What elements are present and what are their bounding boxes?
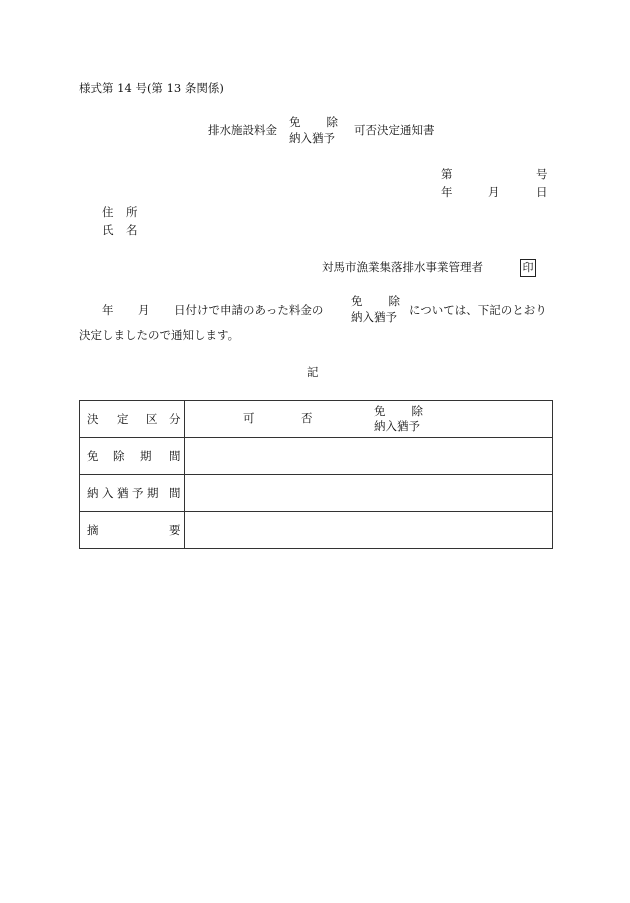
label-remarks: 摘 要: [80, 512, 185, 549]
title-option-exemption-a: 免: [289, 115, 301, 129]
body-options: [351, 296, 400, 323]
body-year: 年: [102, 303, 114, 317]
number-dai: 第: [441, 167, 453, 181]
address-label-a: 住: [102, 205, 114, 219]
decision-option-exemption-a: 免: [374, 404, 386, 418]
name-label-b: 名: [126, 223, 138, 237]
date-year: 年: [441, 185, 453, 199]
deferral-period-value[interactable]: [185, 475, 553, 512]
number-go: 号: [536, 167, 548, 181]
decision-hi: 否: [301, 411, 313, 425]
decision-value-cell: [185, 401, 553, 438]
title-options: [289, 117, 338, 144]
body-line-2: 決定しましたので通知します。: [79, 328, 240, 342]
label-exemption-period: 免 除 期 間: [80, 438, 185, 475]
address-label-b: 所: [126, 205, 138, 219]
body-text-2: については、下記のとおり: [409, 303, 547, 317]
body-month: 月: [138, 303, 150, 317]
date-day: 日: [536, 185, 548, 199]
seal-mark: 印: [520, 259, 536, 277]
title-option-exemption-b: 除: [326, 115, 338, 129]
exemption-period-value[interactable]: [185, 438, 553, 475]
title-option-deferral: 納入猶予: [289, 130, 335, 145]
title-suffix: 可否決定通知書: [354, 123, 435, 137]
name-label-a: 氏: [102, 223, 114, 237]
body-option-exemption-b: 除: [388, 294, 400, 308]
decision-table: [79, 400, 553, 549]
decision-option-deferral: 納入猶予: [374, 418, 420, 433]
decision-options: [374, 406, 423, 432]
date-month: 月: [488, 185, 500, 199]
table-row: [80, 438, 553, 475]
body-text-1: 日付けで申請のあった料金の: [174, 303, 324, 317]
decision-option-exemption-b: 除: [411, 404, 423, 418]
label-deferral-period: 納 入 猶 予 期 間: [80, 475, 185, 512]
table-row: [80, 401, 553, 438]
body-option-exemption-a: 免: [351, 294, 363, 308]
table-row: [80, 475, 553, 512]
table-row: [80, 512, 553, 549]
label-decision-category: 決 定 区 分: [80, 401, 185, 438]
ki-heading: 記: [307, 365, 319, 379]
title-prefix: 排水施設料金: [208, 123, 277, 137]
decision-ka: 可: [243, 411, 255, 425]
form-number: 様式第 14 号(第 13 条関係): [79, 81, 224, 95]
issuer-name: 対馬市漁業集落排水事業管理者: [322, 260, 483, 274]
body-option-deferral: 納入猶予: [351, 309, 397, 324]
remarks-value[interactable]: [185, 512, 553, 549]
